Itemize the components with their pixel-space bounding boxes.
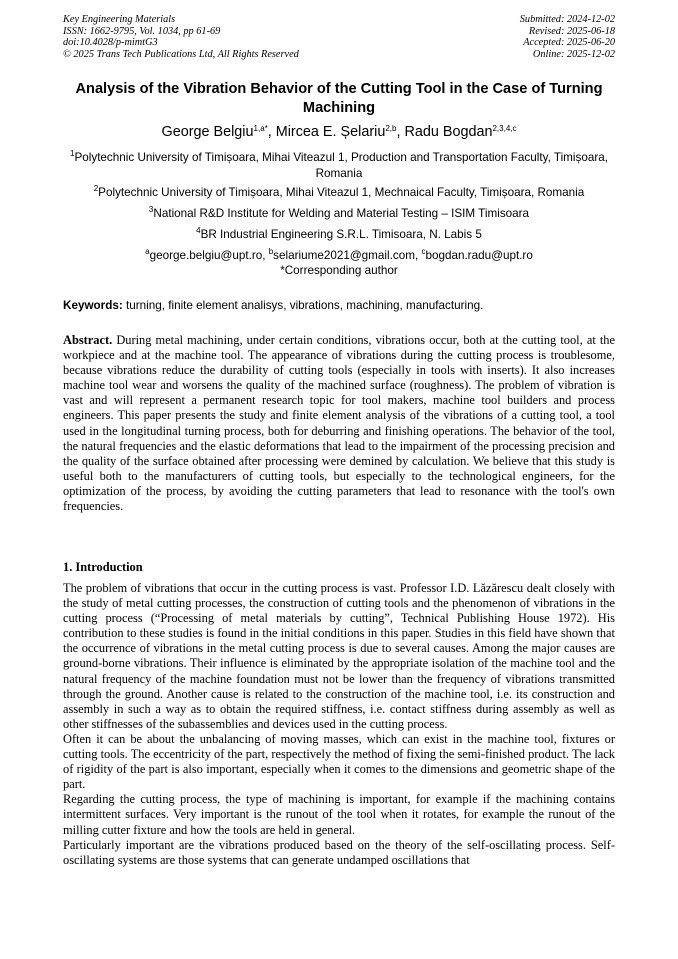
author-affiliation-mark: 2,3,4,c [492, 124, 517, 133]
paragraph: Regarding the cutting process, the type of machining is important, for example if the machining contains intermittent surfaces. Very important is the runout of the tool when it rotates, for example the runout of the milling cutter fixture and how the tools are held in general. [63, 792, 615, 837]
affiliation-mark: 2 [93, 184, 99, 193]
email-mark: c [421, 247, 426, 256]
author-name: Mircea E. Șelariu [275, 124, 386, 140]
keywords-text: turning, finite element analisys, vibrations, machining, manufacturing. [122, 299, 484, 312]
journal-issn: ISSN: 1662-9795, Vol. 1034, pp 61-69 [63, 25, 221, 37]
author-affiliation-mark: 2,b [385, 124, 397, 133]
journal-copyright: © 2025 Trans Tech Publications Ltd, All Rights Reserved [63, 48, 299, 60]
date-submitted: Submitted: 2024-12-02 [519, 14, 615, 25]
affiliation-text: Polytechnic University of Timișoara, Mihai Viteazul 1, Mechnaical Faculty, Timișoara, Romania [98, 186, 585, 199]
date-revised: Revised: 2025-06-18 [528, 25, 615, 37]
publication-dates [520, 14, 615, 60]
keywords-label: Keywords: [63, 299, 123, 312]
affiliation-text: Polytechnic University of Timișoara, Mihai Viteazul 1, Production and Transportation Faculty, Timișoara, Romania [74, 151, 608, 180]
affiliation-mark: 4 [196, 226, 201, 235]
section-heading: 1. Introduction [63, 560, 143, 574]
date-accepted: Accepted: 2025-06-20 [523, 37, 615, 48]
paper-title: Analysis of the Vibration Behavior of the Cutting Tool in the Case of Turning Machining [75, 81, 603, 116]
corresponding-author-note: *Corresponding author [280, 264, 398, 277]
abstract-label: Abstract. [63, 333, 113, 347]
introduction-body [63, 581, 615, 868]
email-address[interactable]: bogdan.radu@upt.ro [425, 249, 533, 262]
journal-name: Key Engineering Materials [63, 14, 176, 25]
email-mark: a [145, 247, 150, 256]
author-name: Radu Bogdan [404, 124, 493, 140]
email-address[interactable]: selariume2021@gmail.com, [273, 249, 422, 262]
affiliation-mark: 3 [148, 205, 154, 214]
author-affiliation-mark: 1,a* [253, 124, 268, 133]
paragraph: Particularly important are the vibrations produced based on the theory of the self-oscillating process. Self-oscillating systems are those systems that can generate undamped oscillations that [63, 837, 615, 867]
author-name: George Belgiu [161, 124, 254, 140]
affiliation-text: National R&D Institute for Welding and Material Testing – ISIM Timisoara [153, 207, 530, 220]
affiliation-mark: 1 [70, 149, 75, 158]
affiliation [63, 185, 615, 201]
journal-info [63, 14, 299, 60]
email-mark: b [268, 247, 274, 256]
author-emails [63, 248, 615, 278]
date-online: Online: 2025-12-02 [532, 48, 615, 60]
keywords [63, 298, 615, 313]
email-address[interactable]: george.belgiu@upt.ro, [149, 249, 269, 262]
abstract [63, 333, 615, 514]
paragraph: Often it can be about the unbalancing of moving masses, which can exist in the machine tool, fixtures or cutting tools. The eccentricity of the part, respectively the method of fixing the semi-finished product. The lack of rigidity of the part is also important, especially when it comes to the dimensions and geometric shape of the part. [63, 731, 615, 792]
journal-doi: doi:10.4028/p-mimtG3 [63, 37, 158, 48]
affiliation [63, 227, 615, 243]
affiliation-text: BR Industrial Engineering S.R.L. Timisoara, N. Labis 5 [200, 228, 482, 241]
affiliation [63, 150, 615, 182]
abstract-text: During metal machining, under certain conditions, vibrations occur, both at the cutting tool, at the workpiece and at the machine tool. The appearance of vibrations during the cutting process is troublesome, because vibrations reduce the durability of cutting tools (especially in tools with inserts). It also increases machine tool wear and worsens the quality of the machined surface (roughness). The problem of vibration is vast and will represent a permanent research topic for tool makers, machine tool builders and process engineers. This paper presents the study and finite element analysis of the vibrations of a cutting tool, a tool used in the longitudinal turning process, both for deburring and finishing operations. The behavior of the tool, the natural frequencies and the elastic deformations that lead to the impairment of the processing precision and the quality of the surface obtained after processing were demined by calculation. We believe that this study is useful both to the manufacturers of cutting tools, but especially to the technological engineers, for the optimization of the process, by avoiding the cutting parameters that lead to resonance with the tool's own frequencies. [63, 333, 615, 514]
affiliation [63, 206, 615, 222]
paragraph: The problem of vibrations that occur in the cutting process is vast. Professor I.D. Lăzărescu dealt closely with the study of metal cutting processes, the construction of cutting tools and the phenomenon of vibrations in the cutting process (“Processing of metal materials by cutting”, Technical Publishing House 1972). His contribution to these studies is found in the initial conditions in this paper. Studies in this field have shown that the occurrence of vibrations in the metal cutting process is due to several causes. Among the major causes are ground-borne vibrations. Their influence is eliminated by the appropriate isolation of the machine tool and the natural frequency of the machine foundation must not be lower than the frequency of vibrations transmitted through the ground. Another cause is related to the construction of the machine tool, i.e. its construction and assembly in such a way as to obtain the required stiffness, i.e. contact stiffness during assembly as well as other stiffnesses of the subassemblies and devices used in the cutting process. [63, 581, 615, 731]
author-list: George Belgiu$^{1,a*}$, Mircea E. Șelariu$^{2,b}$, Radu Bogdan$^{2,3,4,c}$ [161, 124, 517, 140]
